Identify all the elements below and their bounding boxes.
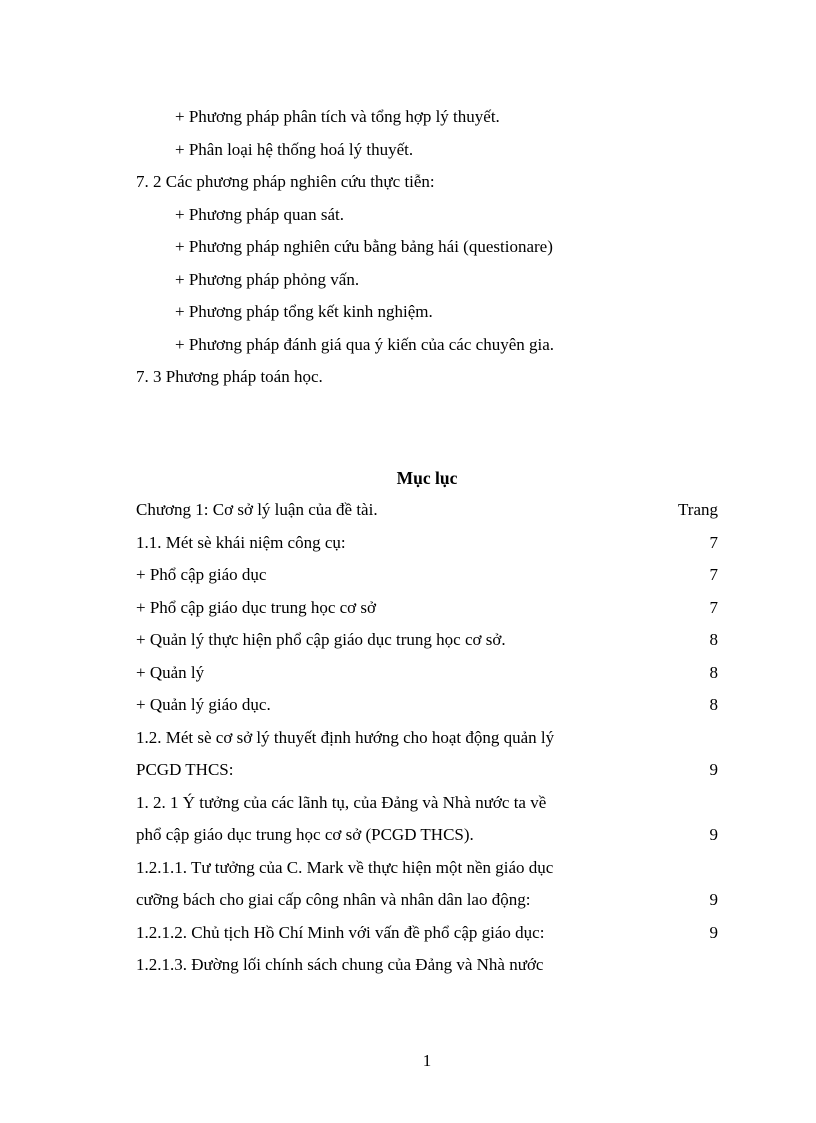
toc-entry-page: 9 (709, 890, 718, 909)
toc-entry-text: 1. 2. 1 Ý tưởng của các lãnh tụ, của Đảng và Nhà nước ta về (136, 792, 547, 812)
toc-entry-text: + Phổ cập giáo dục (136, 565, 267, 584)
methods-section (136, 101, 718, 394)
toc-entry-text: + Quản lý (136, 662, 205, 682)
toc-entry-page: 7 (709, 565, 718, 584)
method-line-text: 7. 3 Phương pháp toán học. (136, 367, 323, 386)
toc-row (136, 754, 718, 787)
toc-row (136, 559, 718, 592)
toc-row (136, 494, 718, 527)
toc-entry-text: 1.2.1.1. Tư tưởng của C. Mark về thực hiện một nền giáo dục (136, 857, 554, 877)
document-body (136, 101, 718, 982)
toc-row (136, 819, 718, 852)
toc-entry-text: 1.2. Mét sè cơ sở lý thuyết định hướng cho hoạt động quản lý (136, 727, 555, 747)
toc-entry-page: 9 (709, 922, 718, 942)
toc-entry-page: 8 (709, 695, 718, 714)
toc-row (136, 949, 718, 982)
toc-entry-text: 1.2.1.2. Chủ tịch Hồ Chí Minh với vấn đề phổ cập giáo dục: (136, 922, 545, 942)
toc-entry-text: PCGD THCS: (136, 760, 234, 779)
toc-row (136, 527, 718, 560)
method-line (136, 329, 718, 362)
toc-row (136, 592, 718, 625)
page-number: 1 (422, 1051, 432, 1070)
method-line-text: + Phân loại hệ thống hoá lý thuyết. (175, 139, 414, 159)
toc-entry-text: phổ cập giáo dục trung học cơ sở (PCGD THCS). (136, 825, 474, 844)
method-line-text: + Phương pháp tổng kết kinh nghiệm. (175, 302, 433, 321)
toc-entry-page (706, 852, 718, 885)
method-line (136, 199, 718, 232)
toc-entry-text: Chương 1: Cơ sở lý luận của đề tài. (136, 500, 378, 519)
toc-entry-text: + Phổ cập giáo dục trung học cơ sở (136, 597, 377, 617)
method-line-text: + Phương pháp phỏng vấn. (175, 269, 360, 289)
toc-row (136, 657, 718, 690)
toc-entry-page: 7 (709, 597, 718, 617)
toc-title: Mục lục (396, 467, 458, 488)
toc-row (136, 624, 718, 657)
method-line-text: 7. 2 Các phương pháp nghiên cứu thực tiễn: (136, 172, 435, 191)
method-line (136, 231, 718, 264)
toc-entry-page: 7 (709, 532, 718, 552)
method-line (136, 166, 718, 199)
toc-entry-page (706, 787, 718, 820)
toc-entry-page: 8 (709, 662, 718, 682)
toc-entry-text: 1.1. Mét sè khái niệm công cụ: (136, 532, 346, 552)
toc-row (136, 787, 718, 820)
toc-entry-text: + Quản lý thực hiện phổ cập giáo dục trung học cơ sở. (136, 630, 506, 649)
method-line-text: + Phương pháp quan sát. (175, 204, 344, 224)
method-line (136, 361, 718, 394)
toc-list (136, 494, 718, 982)
method-line (136, 101, 718, 134)
method-line-text: + Phương pháp phân tích và tổng hợp lý thuyết. (175, 107, 500, 126)
toc-entry-text: 1.2.1.3. Đường lối chính sách chung của Đảng và Nhà nước (136, 955, 544, 974)
toc-entry-page: 8 (709, 630, 718, 649)
toc-entry-page: Trang (678, 500, 718, 519)
toc-entry-page: 9 (709, 760, 718, 779)
section-gap (136, 394, 718, 462)
toc-row (136, 884, 718, 917)
method-line (136, 296, 718, 329)
method-line-text: + Phương pháp nghiên cứu bằng bảng hái (questionare) (175, 237, 553, 256)
method-line (136, 264, 718, 297)
toc-entry-text: cưỡng bách cho giai cấp công nhân và nhân dân lao động: (136, 890, 531, 909)
toc-row (136, 689, 718, 722)
toc-row (136, 722, 718, 755)
method-line-text: + Phương pháp đánh giá qua ý kiến của các chuyên gia. (175, 334, 555, 354)
toc-row (136, 917, 718, 950)
toc-entry-text: + Quản lý giáo dục. (136, 695, 271, 714)
toc-entry-page (706, 949, 718, 982)
toc-entry-page: 9 (709, 825, 718, 844)
toc-entry-page (706, 722, 718, 755)
method-line (136, 134, 718, 167)
toc-row (136, 852, 718, 885)
